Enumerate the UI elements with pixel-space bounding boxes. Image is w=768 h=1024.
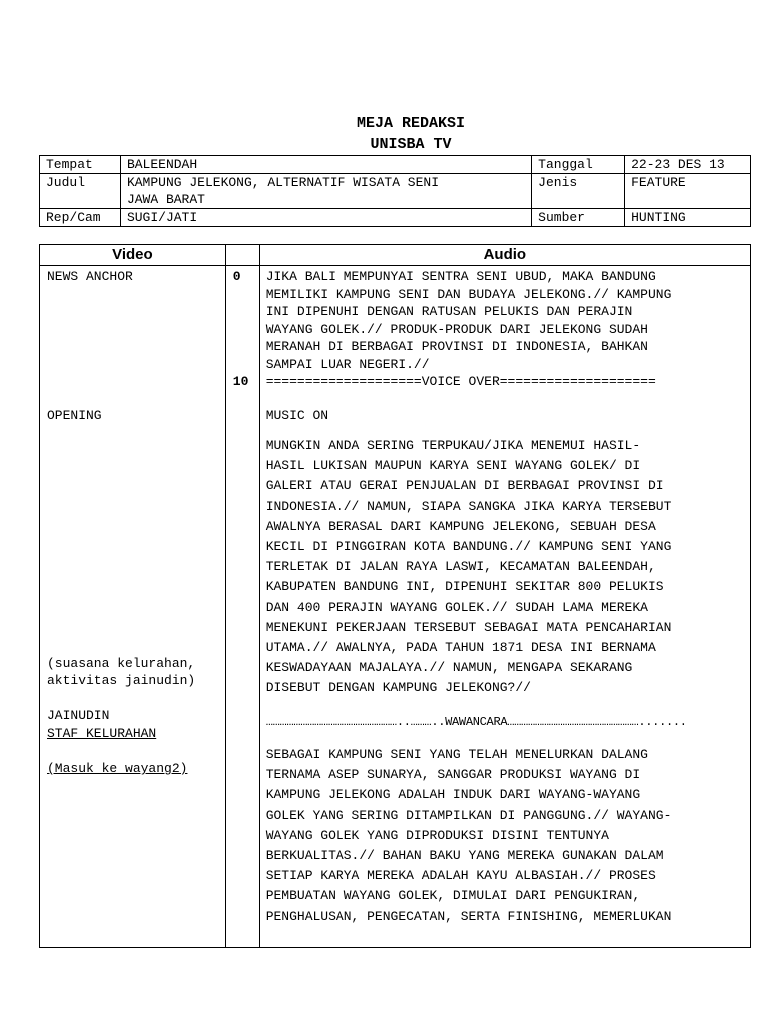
timecode-10: 10	[232, 374, 249, 389]
audio-vo-line: DISEBUT DENGAN KAMPUNG JELEKONG?//	[265, 680, 531, 696]
audio-vo-block	[266, 436, 672, 699]
audio-wawancara-divider: …………………………………………………..………..WAWANCARA………………………………………………….......	[265, 715, 687, 729]
audio-wawancara-block	[266, 745, 672, 927]
audio-music-on: MUSIC ON	[265, 408, 329, 423]
info-row-tempat	[40, 156, 751, 174]
video-staf-kelurahan: STAF KELURAHAN	[47, 726, 157, 741]
audio-vo-line: TERLETAK DI JALAN RAYA LASWI, KECAMATAN BALEENDAH,	[265, 559, 656, 575]
document-subtitle: UNISBA TV	[370, 136, 452, 153]
info-table	[39, 155, 751, 227]
audio-vo-line: GALERI ATAU GERAI PENJUALAN DI BERBAGAI PROVINSI DI	[265, 478, 664, 494]
video-news-anchor: NEWS ANCHOR	[47, 269, 133, 284]
video-jainudin: JAINUDIN	[47, 708, 110, 723]
audio-vo-line: INDONESIA.// NAMUN, SIAPA SANGKA JIKA KARYA TERSEBUT	[265, 498, 672, 514]
jenis-value: FEATURE	[625, 174, 751, 209]
repcam-value: SUGI/JATI	[120, 209, 531, 227]
audio-header: Audio	[259, 245, 750, 266]
audio-voice-over-divider: ====================VOICE OVER====================	[265, 374, 656, 389]
audio-vo-line: UTAMA.// AWALNYA, PADA TAHUN 1871 DESA INI BERNAMA	[265, 640, 656, 656]
audio-wawancara-line: KAMPUNG JELEKONG ADALAH INDUK DARI WAYANG-WAYANG	[265, 787, 641, 803]
audio-anchor-line: SAMPAI LUAR NEGERI.//	[265, 356, 430, 372]
video-opening: OPENING	[47, 408, 102, 423]
tempat-label: Tempat	[40, 156, 121, 174]
tempat-value: BALEENDAH	[120, 156, 531, 174]
audio-anchor-line: JIKA BALI MEMPUNYAI SENTRA SENI UBUD, MAKA BANDUNG	[265, 269, 656, 284]
judul-value-line2: JAWA BARAT	[126, 192, 205, 207]
audio-wawancara-line: SETIAP KARYA MEREKA ADALAH KAYU ALBASIAH.// PROSES	[265, 868, 656, 884]
audio-wawancara-line: WAYANG GOLEK YANG DIPRODUKSI DISINI TENTUNYA	[265, 827, 609, 843]
video-suasana-line1: (suasana kelurahan,	[47, 656, 196, 671]
audio-wawancara-line: BERKUALITAS.// BAHAN BAKU YANG MEREKA GUNAKAN DALAM	[265, 848, 664, 864]
audio-wawancara-line: PENGHALUSAN, PENGECATAN, SERTA FINISHING, MEMERLUKAN	[265, 908, 672, 924]
document-title: MEJA REDAKSI	[356, 115, 466, 132]
repcam-label: Rep/Cam	[40, 209, 121, 227]
audio-column	[259, 266, 750, 948]
jenis-label: Jenis	[532, 174, 625, 209]
audio-wawancara-line: SEBAGAI KAMPUNG SENI YANG TELAH MENELURKAN DALANG	[265, 747, 648, 762]
audio-vo-line: KABUPATEN BANDUNG INI, DIPENUHI SEKITAR 800 PELUKIS	[265, 579, 664, 595]
info-row-judul	[40, 174, 751, 209]
audio-vo-line: KECIL DI PINGGIRAN KOTA BANDUNG.// KAMPUNG SENI YANG	[265, 539, 672, 555]
audio-vo-line: DAN 400 PERAJIN WAYANG GOLEK.// SUDAH LAMA MEREKA	[265, 599, 648, 615]
judul-label: Judul	[40, 174, 121, 209]
timecode-column	[225, 266, 259, 948]
timecode-header	[225, 245, 259, 266]
tanggal-label: Tanggal	[532, 156, 625, 174]
audio-anchor-line: WAYANG GOLEK.// PRODUK-PRODUK DARI JELEKONG SUDAH	[265, 321, 648, 337]
audio-vo-line: AWALNYA BERASAL DARI KAMPUNG JELEKONG, SEBUAH DESA	[265, 518, 656, 534]
script-header-row	[40, 245, 751, 266]
script-table	[39, 244, 751, 948]
audio-wawancara-line: PEMBUATAN WAYANG GOLEK, DIMULAI DARI PENGUKIRAN,	[265, 888, 641, 904]
judul-value	[120, 174, 531, 209]
audio-vo-line: KESWADAYAAN MAJALAYA.// NAMUN, MENGAPA SEKARANG	[265, 660, 633, 676]
audio-wawancara-line: TERNAMA ASEP SUNARYA, SANGGAR PRODUKSI WAYANG DI	[265, 767, 641, 783]
timecode-0: 0	[232, 269, 241, 284]
info-row-repcam	[40, 209, 751, 227]
audio-anchor-line: INI DIPENUHI DENGAN RATUSAN PELUKIS DAN PERAJIN	[265, 304, 633, 320]
video-column	[40, 266, 226, 948]
tanggal-value: 22-23 DES 13	[625, 156, 751, 174]
audio-anchor-block	[266, 268, 672, 374]
judul-value-line1: KAMPUNG JELEKONG, ALTERNATIF WISATA SENI	[126, 175, 440, 190]
sumber-label: Sumber	[532, 209, 625, 227]
audio-vo-line: MUNGKIN ANDA SERING TERPUKAU/JIKA MENEMUI HASIL-	[265, 438, 641, 453]
video-header: Video	[40, 245, 226, 266]
video-masuk-wayang: (Masuk ke wayang2)	[47, 761, 188, 776]
audio-anchor-line: MEMILIKI KAMPUNG SENI DAN BUDAYA JELEKONG.// KAMPUNG	[265, 286, 672, 302]
audio-wawancara-line: GOLEK YANG SERING DITAMPILKAN DI PANGGUNG.// WAYANG-	[265, 807, 672, 823]
audio-vo-line: MENEKUNI PEKERJAAN TERSEBUT SEBAGAI MATA PENCAHARIAN	[265, 619, 672, 635]
video-suasana-line2: aktivitas jainudin)	[47, 673, 196, 688]
script-body-row	[40, 266, 751, 948]
sumber-value: HUNTING	[625, 209, 751, 227]
audio-vo-line: HASIL LUKISAN MAUPUN KARYA SENI WAYANG GOLEK/ DI	[265, 458, 641, 474]
audio-anchor-line: MERANAH DI BERBAGAI PROVINSI DI INDONESIA, BAHKAN	[265, 339, 648, 355]
